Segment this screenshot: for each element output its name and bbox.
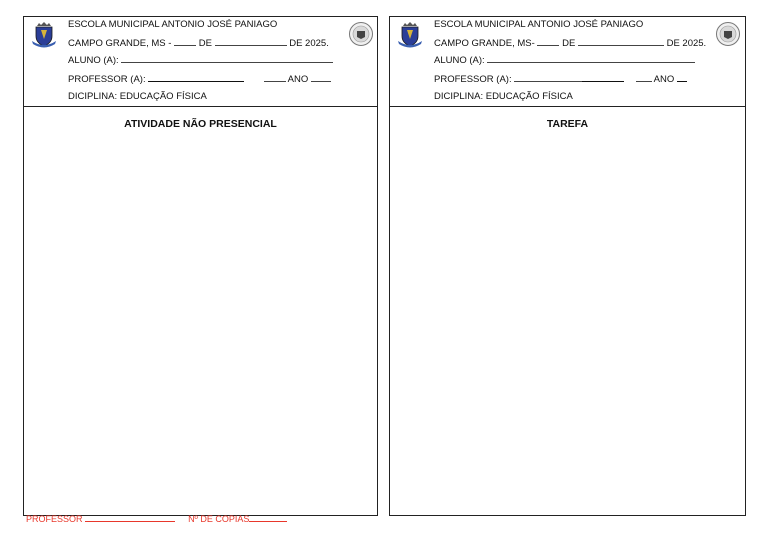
month-field[interactable] bbox=[578, 37, 664, 46]
school-seal-icon bbox=[715, 21, 741, 47]
footer-professor-field[interactable] bbox=[85, 514, 175, 522]
teacher-label: PROFESSOR (A): bbox=[434, 74, 512, 85]
de-label: DE bbox=[562, 38, 576, 49]
student-field[interactable] bbox=[121, 54, 333, 63]
city-crest-icon bbox=[30, 21, 58, 49]
year-label: DE 2025. bbox=[666, 38, 707, 49]
subject-line: DICIPLINA: EDUCAÇÃO FÍSICA bbox=[68, 91, 207, 102]
teacher-line bbox=[68, 73, 331, 86]
sheet-title: ATIVIDADE NÃO PRESENCIAL bbox=[124, 118, 277, 130]
student-field[interactable] bbox=[487, 54, 695, 63]
student-label: ALUNO (A): bbox=[434, 55, 485, 66]
subject-line: DICIPLINA: EDUCAÇÃO FÍSICA bbox=[434, 91, 573, 102]
teacher-field[interactable] bbox=[148, 73, 244, 82]
teacher-field-2[interactable] bbox=[582, 73, 624, 82]
grade-field[interactable] bbox=[264, 73, 286, 82]
sheet-header bbox=[24, 17, 377, 107]
date-line bbox=[434, 37, 706, 50]
student-label: ALUNO (A): bbox=[68, 55, 119, 66]
city-label: CAMPO GRANDE, MS- bbox=[434, 38, 535, 49]
teacher-field[interactable] bbox=[514, 73, 582, 82]
de-label: DE bbox=[198, 38, 212, 49]
footer-line bbox=[26, 514, 287, 524]
month-field[interactable] bbox=[215, 37, 287, 46]
teacher-line bbox=[434, 73, 687, 86]
footer-professor-label: PROFESSOR bbox=[26, 514, 83, 524]
sheet-title: TAREFA bbox=[546, 118, 589, 130]
school-name: ESCOLA MUNICIPAL ANTONIO JOSÉ PANIAGO bbox=[434, 19, 644, 30]
school-name: ESCOLA MUNICIPAL ANTONIO JOSÉ PANIAGO bbox=[68, 19, 278, 30]
sheet-header bbox=[390, 17, 745, 107]
city-label: CAMPO GRANDE, MS - bbox=[68, 38, 172, 49]
grade-label: ANO bbox=[653, 74, 675, 85]
year-label: DE 2025. bbox=[289, 38, 329, 49]
city-crest-icon bbox=[396, 21, 424, 49]
day-field[interactable] bbox=[537, 37, 559, 46]
footer-copies-label: Nº DE COPIAS bbox=[188, 514, 250, 524]
grade-field[interactable] bbox=[636, 73, 652, 82]
student-line bbox=[434, 54, 695, 67]
grade-field-2[interactable] bbox=[311, 73, 331, 82]
teacher-label: PROFESSOR (A): bbox=[68, 74, 146, 85]
day-field[interactable] bbox=[174, 37, 196, 46]
activity-sheet-right bbox=[389, 16, 746, 516]
grade-label: ANO bbox=[287, 74, 309, 85]
footer-copies-field[interactable] bbox=[249, 514, 287, 522]
student-line bbox=[68, 54, 333, 67]
grade-field-2[interactable] bbox=[677, 73, 687, 82]
date-line bbox=[68, 37, 329, 50]
activity-sheet-left bbox=[23, 16, 378, 516]
school-seal-icon bbox=[348, 21, 374, 47]
